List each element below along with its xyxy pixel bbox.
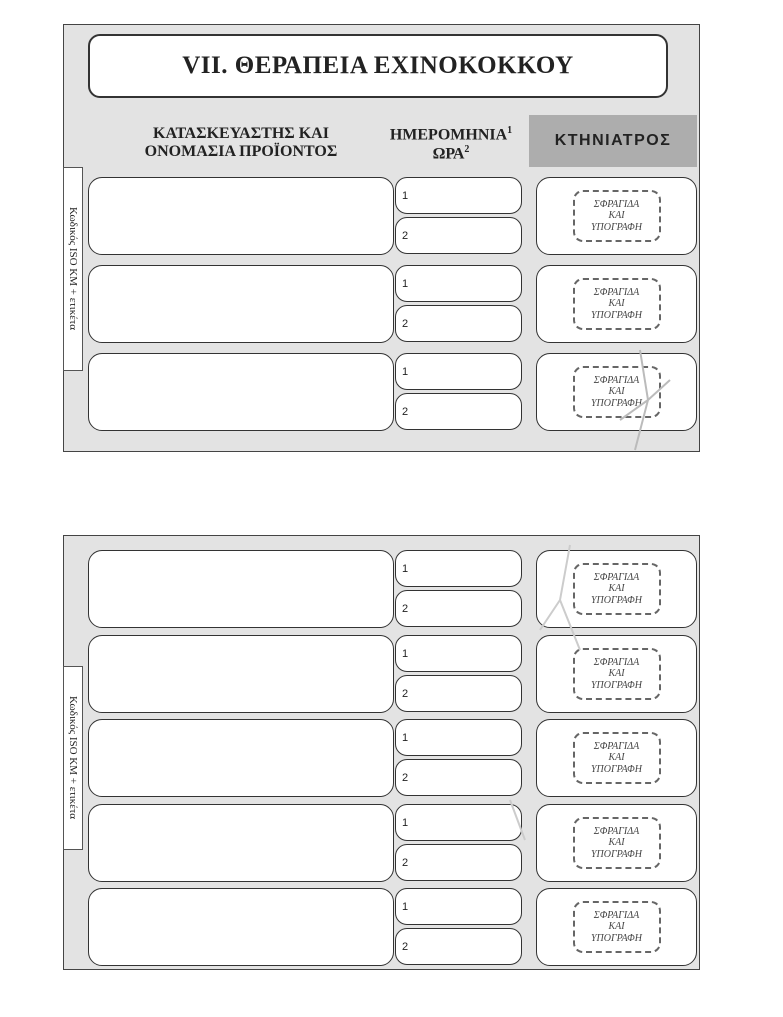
time-field[interactable]: [395, 217, 522, 254]
date-marker: 1: [402, 900, 409, 913]
stamp-line3: ΥΠΟΓΡΑΦΗ: [590, 932, 643, 944]
date-field[interactable]: [395, 177, 522, 214]
date-field[interactable]: [395, 888, 522, 925]
stamp-placeholder: [573, 563, 661, 615]
stamp-line2: ΚΑΙ: [608, 583, 625, 595]
stamp-placeholder: [573, 366, 661, 418]
vet-stamp-field[interactable]: [536, 550, 697, 628]
date-field[interactable]: [395, 353, 522, 390]
time-field[interactable]: [395, 590, 522, 627]
stamp-placeholder: [573, 648, 661, 700]
treatment-row: [88, 635, 696, 715]
stamp-line1: ΣΦΡΑΓΙΔΑ: [593, 286, 640, 298]
product-field[interactable]: [88, 635, 394, 713]
stamp-line2: ΚΑΙ: [608, 921, 625, 933]
product-field[interactable]: [88, 719, 394, 797]
date-marker: 1: [402, 189, 409, 202]
header-date-time: [366, 125, 536, 163]
stamp-line1: ΣΦΡΑΓΙΔΑ: [593, 740, 640, 752]
header-product: [116, 125, 366, 160]
time-field[interactable]: [395, 675, 522, 712]
treatment-row: [88, 804, 696, 884]
stamp-placeholder: [573, 190, 661, 242]
stamp-line1: ΣΦΡΑΓΙΔΑ: [593, 825, 640, 837]
stamp-line3: ΥΠΟΓΡΑΦΗ: [590, 397, 643, 409]
product-field[interactable]: [88, 804, 394, 882]
time-marker: 2: [402, 229, 409, 242]
treatment-row: [88, 888, 696, 968]
stamp-placeholder: [573, 817, 661, 869]
stamp-line1: ΣΦΡΑΓΙΔΑ: [593, 571, 640, 583]
treatment-row: [88, 550, 696, 630]
header-vet: ΚΤΗΝΙΑΤΡΟΣ: [529, 115, 697, 167]
date-field[interactable]: [395, 550, 522, 587]
stamp-line2: ΚΑΙ: [608, 298, 625, 310]
stamp-placeholder: [573, 278, 661, 330]
vet-stamp-field[interactable]: [536, 177, 697, 255]
stamp-line3: ΥΠΟΓΡΑΦΗ: [590, 221, 643, 233]
stamp-line2: ΚΑΙ: [608, 752, 625, 764]
vet-stamp-field[interactable]: [536, 804, 697, 882]
date-marker: 1: [402, 731, 409, 744]
date-field[interactable]: [395, 265, 522, 302]
header-time-footnote: 2: [464, 143, 470, 155]
time-marker: 2: [402, 687, 409, 700]
time-field[interactable]: [395, 759, 522, 796]
time-field[interactable]: [395, 393, 522, 430]
treatment-form-page-1: [63, 24, 700, 452]
vet-stamp-field[interactable]: [536, 719, 697, 797]
vet-stamp-field[interactable]: [536, 635, 697, 713]
date-field[interactable]: [395, 719, 522, 756]
stamp-line3: ΥΠΟΓΡΑΦΗ: [590, 594, 643, 606]
vet-stamp-field[interactable]: [536, 265, 697, 343]
date-marker: 1: [402, 365, 409, 378]
date-marker: 1: [402, 277, 409, 290]
side-label: Κωδικός ISO ΚΜ + ετικέτα: [63, 167, 83, 371]
time-marker: 2: [402, 856, 409, 869]
product-field[interactable]: [88, 265, 394, 343]
header-time: ΩΡΑ: [432, 145, 465, 163]
time-marker: 2: [402, 771, 409, 784]
stamp-line1: ΣΦΡΑΓΙΔΑ: [593, 198, 640, 210]
stamp-line1: ΣΦΡΑΓΙΔΑ: [593, 656, 640, 668]
time-marker: 2: [402, 317, 409, 330]
stamp-line2: ΚΑΙ: [608, 837, 625, 849]
header-product-line1: ΚΑΤΑΣΚΕΥΑΣΤΗΣ ΚΑΙ: [153, 125, 329, 142]
date-marker: 1: [402, 647, 409, 660]
stamp-line2: ΚΑΙ: [608, 668, 625, 680]
header-product-line2: ΟΝΟΜΑΣΙΑ ΠΡΟΪΟΝΤΟΣ: [144, 142, 338, 160]
time-field[interactable]: [395, 844, 522, 881]
time-marker: 2: [402, 405, 409, 418]
date-field[interactable]: [395, 635, 522, 672]
treatment-form-page-2: [63, 535, 700, 970]
treatment-row: [88, 353, 696, 433]
date-marker: 1: [402, 562, 409, 575]
stamp-placeholder: [573, 732, 661, 784]
date-marker: 1: [402, 816, 409, 829]
stamp-line1: ΣΦΡΑΓΙΔΑ: [593, 374, 640, 386]
stamp-line3: ΥΠΟΓΡΑΦΗ: [590, 848, 643, 860]
vet-stamp-field[interactable]: [536, 888, 697, 966]
product-field[interactable]: [88, 177, 394, 255]
side-label: Κωδικός ISO ΚΜ + ετικέτα: [63, 666, 83, 850]
stamp-line1: ΣΦΡΑΓΙΔΑ: [593, 909, 640, 921]
treatment-row: [88, 719, 696, 799]
stamp-line2: ΚΑΙ: [608, 210, 625, 222]
time-field[interactable]: [395, 928, 522, 965]
time-marker: 2: [402, 940, 409, 953]
product-field[interactable]: [88, 353, 394, 431]
product-field[interactable]: [88, 550, 394, 628]
stamp-line3: ΥΠΟΓΡΑΦΗ: [590, 309, 643, 321]
time-field[interactable]: [395, 305, 522, 342]
stamp-line2: ΚΑΙ: [608, 386, 625, 398]
stamp-placeholder: [573, 901, 661, 953]
header-date: ΗΜΕΡΟΜΗΝΙΑ: [389, 126, 508, 144]
product-field[interactable]: [88, 888, 394, 966]
treatment-row: [88, 265, 696, 345]
treatment-row: [88, 177, 696, 257]
form-title: VII. ΘΕΡΑΠΕΙΑ ΕΧΙΝΟΚΟΚΚΟΥ: [88, 34, 668, 98]
stamp-line3: ΥΠΟΓΡΑΦΗ: [590, 679, 643, 691]
date-field[interactable]: [395, 804, 522, 841]
stamp-line3: ΥΠΟΓΡΑΦΗ: [590, 763, 643, 775]
time-marker: 2: [402, 602, 409, 615]
header-date-footnote: 1: [507, 125, 513, 136]
vet-stamp-field[interactable]: [536, 353, 697, 431]
